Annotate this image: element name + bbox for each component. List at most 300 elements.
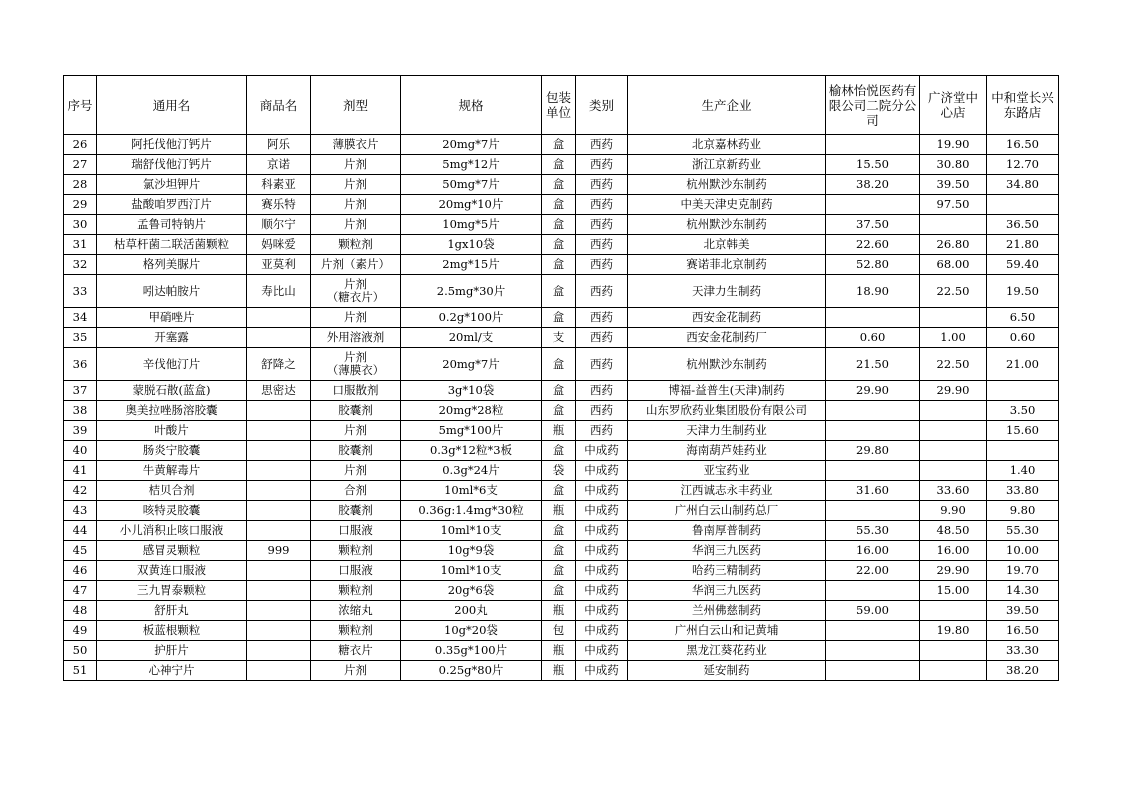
table-row — [64, 581, 1059, 601]
cell-generic-name: 舒肝丸 — [97, 601, 247, 621]
cell-category: 西药 — [576, 175, 628, 195]
cell-specification: 10g*9袋 — [401, 541, 542, 561]
cell-package-unit: 瓶 — [542, 641, 576, 661]
cell-price-guangjitang — [920, 441, 987, 461]
cell-dosage-form: 片剂 — [311, 461, 401, 481]
cell-price-guangjitang: 1.00 — [920, 328, 987, 348]
cell-category: 西药 — [576, 348, 628, 381]
cell-index: 49 — [64, 621, 97, 641]
cell-price-yuelin — [826, 421, 920, 441]
cell-package-unit: 盒 — [542, 381, 576, 401]
cell-brand-name: 妈咪爱 — [247, 235, 311, 255]
cell-price-zhonghetang: 0.60 — [987, 328, 1059, 348]
cell-specification: 3g*10袋 — [401, 381, 542, 401]
table-row — [64, 155, 1059, 175]
table-row — [64, 215, 1059, 235]
cell-category: 西药 — [576, 215, 628, 235]
cell-brand-name: 赛乐特 — [247, 195, 311, 215]
cell-brand-name: 舒降之 — [247, 348, 311, 381]
cell-package-unit: 瓶 — [542, 501, 576, 521]
cell-index: 36 — [64, 348, 97, 381]
cell-dosage-form: 片剂 — [311, 155, 401, 175]
cell-price-guangjitang — [920, 661, 987, 681]
cell-category: 中成药 — [576, 481, 628, 501]
cell-dosage-form: 颗粒剂 — [311, 235, 401, 255]
cell-price-zhonghetang: 39.50 — [987, 601, 1059, 621]
cell-category: 中成药 — [576, 441, 628, 461]
cell-price-guangjitang: 15.00 — [920, 581, 987, 601]
cell-brand-name — [247, 601, 311, 621]
header-brand-name: 商品名 — [247, 76, 311, 135]
cell-brand-name: 京诺 — [247, 155, 311, 175]
cell-price-zhonghetang: 21.80 — [987, 235, 1059, 255]
cell-price-zhonghetang: 19.70 — [987, 561, 1059, 581]
cell-price-zhonghetang: 33.30 — [987, 641, 1059, 661]
cell-price-yuelin: 38.20 — [826, 175, 920, 195]
cell-price-yuelin: 15.50 — [826, 155, 920, 175]
cell-index: 29 — [64, 195, 97, 215]
table-row — [64, 255, 1059, 275]
cell-generic-name: 小儿消积止咳口服液 — [97, 521, 247, 541]
cell-manufacturer: 广州白云山和记黄埔 — [628, 621, 826, 641]
cell-index: 39 — [64, 421, 97, 441]
cell-price-yuelin — [826, 661, 920, 681]
cell-index: 28 — [64, 175, 97, 195]
cell-price-guangjitang: 19.80 — [920, 621, 987, 641]
cell-brand-name — [247, 481, 311, 501]
cell-package-unit: 盒 — [542, 215, 576, 235]
cell-price-guangjitang: 22.50 — [920, 275, 987, 308]
cell-price-guangjitang: 29.90 — [920, 561, 987, 581]
header-store-guangjitang: 广济堂中心店 — [920, 76, 987, 135]
cell-package-unit: 袋 — [542, 461, 576, 481]
cell-price-guangjitang — [920, 215, 987, 235]
cell-specification: 5mg*100片 — [401, 421, 542, 441]
cell-package-unit: 盒 — [542, 348, 576, 381]
cell-price-guangjitang — [920, 461, 987, 481]
cell-specification: 20mg*7片 — [401, 348, 542, 381]
cell-index: 45 — [64, 541, 97, 561]
cell-price-zhonghetang: 33.80 — [987, 481, 1059, 501]
cell-index: 37 — [64, 381, 97, 401]
cell-price-guangjitang — [920, 421, 987, 441]
cell-package-unit: 盒 — [542, 135, 576, 155]
cell-manufacturer: 天津力生制药 — [628, 275, 826, 308]
cell-dosage-form: 片剂 — [311, 308, 401, 328]
table-row — [64, 401, 1059, 421]
cell-index: 33 — [64, 275, 97, 308]
cell-package-unit: 盒 — [542, 481, 576, 501]
cell-dosage-form: 胶囊剂 — [311, 501, 401, 521]
cell-index: 51 — [64, 661, 97, 681]
cell-price-yuelin: 59.00 — [826, 601, 920, 621]
cell-price-guangjitang: 26.80 — [920, 235, 987, 255]
cell-package-unit: 盒 — [542, 195, 576, 215]
table-row — [64, 461, 1059, 481]
cell-price-yuelin — [826, 308, 920, 328]
cell-price-zhonghetang: 59.40 — [987, 255, 1059, 275]
cell-package-unit: 盒 — [542, 521, 576, 541]
cell-price-guangjitang: 29.90 — [920, 381, 987, 401]
cell-price-zhonghetang — [987, 381, 1059, 401]
cell-package-unit: 盒 — [542, 581, 576, 601]
cell-generic-name: 格列美脲片 — [97, 255, 247, 275]
cell-brand-name — [247, 441, 311, 461]
table-row — [64, 481, 1059, 501]
cell-specification: 10g*20袋 — [401, 621, 542, 641]
cell-brand-name — [247, 641, 311, 661]
cell-category: 中成药 — [576, 601, 628, 621]
cell-price-yuelin — [826, 641, 920, 661]
cell-price-guangjitang — [920, 641, 987, 661]
cell-category: 中成药 — [576, 541, 628, 561]
table-row — [64, 348, 1059, 381]
cell-price-yuelin — [826, 581, 920, 601]
cell-price-zhonghetang: 15.60 — [987, 421, 1059, 441]
cell-dosage-form: 片剂 — [311, 195, 401, 215]
cell-category: 西药 — [576, 235, 628, 255]
header-generic-name: 通用名 — [97, 76, 247, 135]
cell-brand-name — [247, 661, 311, 681]
cell-brand-name — [247, 501, 311, 521]
cell-dosage-form: 合剂 — [311, 481, 401, 501]
cell-dosage-form: 片剂（素片） — [311, 255, 401, 275]
table-row — [64, 661, 1059, 681]
cell-price-zhonghetang: 3.50 — [987, 401, 1059, 421]
cell-manufacturer: 北京嘉林药业 — [628, 135, 826, 155]
cell-package-unit: 盒 — [542, 155, 576, 175]
table-row — [64, 275, 1059, 308]
cell-price-zhonghetang: 12.70 — [987, 155, 1059, 175]
cell-brand-name — [247, 421, 311, 441]
cell-price-zhonghetang: 10.00 — [987, 541, 1059, 561]
cell-index: 31 — [64, 235, 97, 255]
cell-package-unit: 盒 — [542, 308, 576, 328]
cell-manufacturer: 鲁南厚普制药 — [628, 521, 826, 541]
cell-generic-name: 牛黄解毒片 — [97, 461, 247, 481]
cell-brand-name — [247, 621, 311, 641]
cell-dosage-form: 口服液 — [311, 561, 401, 581]
cell-dosage-form: 口服液 — [311, 521, 401, 541]
cell-price-zhonghetang: 21.00 — [987, 348, 1059, 381]
cell-manufacturer: 浙江京新药业 — [628, 155, 826, 175]
cell-brand-name — [247, 461, 311, 481]
cell-package-unit: 盒 — [542, 401, 576, 421]
cell-price-zhonghetang: 55.30 — [987, 521, 1059, 541]
cell-manufacturer: 北京韩美 — [628, 235, 826, 255]
cell-category: 中成药 — [576, 661, 628, 681]
cell-generic-name: 甲硝唑片 — [97, 308, 247, 328]
table-row — [64, 621, 1059, 641]
table-row — [64, 441, 1059, 461]
cell-package-unit: 瓶 — [542, 661, 576, 681]
cell-category: 中成药 — [576, 461, 628, 481]
cell-price-guangjitang: 22.50 — [920, 348, 987, 381]
cell-price-yuelin — [826, 501, 920, 521]
cell-manufacturer: 黑龙江葵花药业 — [628, 641, 826, 661]
cell-dosage-form: 片剂 （糖衣片） — [311, 275, 401, 308]
cell-price-zhonghetang: 38.20 — [987, 661, 1059, 681]
cell-generic-name: 阿托伐他汀钙片 — [97, 135, 247, 155]
cell-price-zhonghetang — [987, 195, 1059, 215]
cell-specification: 10ml*10支 — [401, 521, 542, 541]
cell-specification: 0.2g*100片 — [401, 308, 542, 328]
cell-dosage-form: 片剂 — [311, 661, 401, 681]
header-index: 序号 — [64, 76, 97, 135]
cell-price-yuelin — [826, 621, 920, 641]
cell-price-yuelin: 29.80 — [826, 441, 920, 461]
cell-brand-name: 思密达 — [247, 381, 311, 401]
cell-generic-name: 盐酸咱罗西汀片 — [97, 195, 247, 215]
cell-package-unit: 包 — [542, 621, 576, 641]
cell-price-yuelin: 31.60 — [826, 481, 920, 501]
cell-category: 中成药 — [576, 621, 628, 641]
cell-price-guangjitang: 33.60 — [920, 481, 987, 501]
cell-manufacturer: 山东罗欣药业集团股份有限公司 — [628, 401, 826, 421]
table-row — [64, 381, 1059, 401]
cell-brand-name: 顺尔宁 — [247, 215, 311, 235]
cell-category: 西药 — [576, 255, 628, 275]
cell-price-guangjitang — [920, 308, 987, 328]
cell-package-unit: 盒 — [542, 541, 576, 561]
cell-package-unit: 盒 — [542, 561, 576, 581]
cell-brand-name: 亚莫利 — [247, 255, 311, 275]
table-row — [64, 308, 1059, 328]
cell-specification: 0.3g*12粒*3板 — [401, 441, 542, 461]
cell-price-guangjitang: 68.00 — [920, 255, 987, 275]
cell-specification: 20mg*28粒 — [401, 401, 542, 421]
cell-specification: 10ml*10支 — [401, 561, 542, 581]
cell-dosage-form: 糖衣片 — [311, 641, 401, 661]
cell-price-yuelin: 55.30 — [826, 521, 920, 541]
cell-brand-name: 寿比山 — [247, 275, 311, 308]
table-row — [64, 561, 1059, 581]
cell-specification: 20mg*10片 — [401, 195, 542, 215]
cell-price-guangjitang: 9.90 — [920, 501, 987, 521]
cell-index: 41 — [64, 461, 97, 481]
cell-specification: 0.3g*24片 — [401, 461, 542, 481]
cell-specification: 20g*6袋 — [401, 581, 542, 601]
cell-generic-name: 叶酸片 — [97, 421, 247, 441]
cell-category: 西药 — [576, 275, 628, 308]
cell-dosage-form: 胶囊剂 — [311, 401, 401, 421]
cell-category: 西药 — [576, 381, 628, 401]
cell-price-yuelin: 0.60 — [826, 328, 920, 348]
cell-generic-name: 奥美拉唑肠溶胶囊 — [97, 401, 247, 421]
cell-price-yuelin — [826, 461, 920, 481]
cell-manufacturer: 博福-益普生(天津)制药 — [628, 381, 826, 401]
cell-specification: 1gx10袋 — [401, 235, 542, 255]
cell-specification: 20mg*7片 — [401, 135, 542, 155]
cell-specification: 2.5mg*30片 — [401, 275, 542, 308]
cell-price-yuelin: 16.00 — [826, 541, 920, 561]
header-category: 类别 — [576, 76, 628, 135]
cell-manufacturer: 哈药三精制药 — [628, 561, 826, 581]
cell-generic-name: 蒙脱石散(蓝盒) — [97, 381, 247, 401]
header-store-yuelin: 榆林怡悦医药有限公司二院分公司 — [826, 76, 920, 135]
cell-price-guangjitang: 97.50 — [920, 195, 987, 215]
cell-index: 46 — [64, 561, 97, 581]
cell-specification: 20ml/支 — [401, 328, 542, 348]
cell-dosage-form: 片剂 — [311, 175, 401, 195]
cell-dosage-form: 薄膜衣片 — [311, 135, 401, 155]
cell-price-guangjitang: 30.80 — [920, 155, 987, 175]
cell-brand-name: 阿乐 — [247, 135, 311, 155]
cell-price-yuelin: 29.90 — [826, 381, 920, 401]
cell-price-zhonghetang: 19.50 — [987, 275, 1059, 308]
cell-generic-name: 吲达帕胺片 — [97, 275, 247, 308]
cell-brand-name: 科素亚 — [247, 175, 311, 195]
cell-generic-name: 枯草杆菌二联活菌颗粒 — [97, 235, 247, 255]
cell-brand-name — [247, 521, 311, 541]
table-row — [64, 521, 1059, 541]
cell-manufacturer: 杭州默沙东制药 — [628, 215, 826, 235]
cell-category: 西药 — [576, 401, 628, 421]
cell-brand-name — [247, 401, 311, 421]
cell-specification: 0.35g*100片 — [401, 641, 542, 661]
cell-specification: 200丸 — [401, 601, 542, 621]
cell-price-zhonghetang: 16.50 — [987, 621, 1059, 641]
cell-dosage-form: 颗粒剂 — [311, 621, 401, 641]
cell-package-unit: 盒 — [542, 255, 576, 275]
cell-index: 38 — [64, 401, 97, 421]
cell-generic-name: 三九胃泰颗粒 — [97, 581, 247, 601]
cell-manufacturer: 兰州佛慈制药 — [628, 601, 826, 621]
cell-generic-name: 开塞露 — [97, 328, 247, 348]
cell-price-yuelin: 22.60 — [826, 235, 920, 255]
cell-price-zhonghetang: 1.40 — [987, 461, 1059, 481]
header-store-zhonghetang: 中和堂长兴东路店 — [987, 76, 1059, 135]
cell-price-zhonghetang: 36.50 — [987, 215, 1059, 235]
cell-manufacturer: 亚宝药业 — [628, 461, 826, 481]
cell-specification: 50mg*7片 — [401, 175, 542, 195]
cell-price-yuelin: 22.00 — [826, 561, 920, 581]
cell-price-zhonghetang: 14.30 — [987, 581, 1059, 601]
table-row — [64, 541, 1059, 561]
cell-dosage-form: 外用溶液剂 — [311, 328, 401, 348]
cell-price-guangjitang: 16.00 — [920, 541, 987, 561]
cell-category: 中成药 — [576, 501, 628, 521]
cell-index: 35 — [64, 328, 97, 348]
cell-dosage-form: 片剂 （薄膜衣） — [311, 348, 401, 381]
cell-generic-name: 护肝片 — [97, 641, 247, 661]
cell-generic-name: 咳特灵胶囊 — [97, 501, 247, 521]
cell-category: 中成药 — [576, 561, 628, 581]
cell-package-unit: 盒 — [542, 175, 576, 195]
table-row — [64, 328, 1059, 348]
cell-package-unit: 盒 — [542, 441, 576, 461]
cell-price-zhonghetang: 6.50 — [987, 308, 1059, 328]
cell-manufacturer: 延安制药 — [628, 661, 826, 681]
cell-manufacturer: 江西诚志永丰药业 — [628, 481, 826, 501]
cell-price-yuelin: 21.50 — [826, 348, 920, 381]
cell-generic-name: 孟鲁司特钠片 — [97, 215, 247, 235]
cell-category: 中成药 — [576, 641, 628, 661]
cell-package-unit: 盒 — [542, 235, 576, 255]
cell-manufacturer: 华润三九医药 — [628, 541, 826, 561]
table-row — [64, 641, 1059, 661]
cell-package-unit: 瓶 — [542, 421, 576, 441]
cell-price-yuelin: 37.50 — [826, 215, 920, 235]
cell-manufacturer: 海南葫芦娃药业 — [628, 441, 826, 461]
cell-dosage-form: 颗粒剂 — [311, 581, 401, 601]
cell-manufacturer: 广州白云山制药总厂 — [628, 501, 826, 521]
cell-category: 西药 — [576, 195, 628, 215]
cell-index: 48 — [64, 601, 97, 621]
cell-generic-name: 心神宁片 — [97, 661, 247, 681]
header-specification: 规格 — [401, 76, 542, 135]
cell-price-zhonghetang: 16.50 — [987, 135, 1059, 155]
cell-dosage-form: 颗粒剂 — [311, 541, 401, 561]
cell-manufacturer: 杭州默沙东制药 — [628, 348, 826, 381]
cell-generic-name: 瑞舒伐他汀钙片 — [97, 155, 247, 175]
cell-price-guangjitang — [920, 601, 987, 621]
cell-brand-name: 999 — [247, 541, 311, 561]
cell-category: 西药 — [576, 155, 628, 175]
cell-index: 50 — [64, 641, 97, 661]
cell-generic-name: 肠炎宁胶囊 — [97, 441, 247, 461]
cell-brand-name — [247, 581, 311, 601]
table-row — [64, 175, 1059, 195]
cell-specification: 0.36g:1.4mg*30粒 — [401, 501, 542, 521]
cell-dosage-form: 片剂 — [311, 215, 401, 235]
cell-price-yuelin: 18.90 — [826, 275, 920, 308]
cell-price-guangjitang: 19.90 — [920, 135, 987, 155]
header-dosage-form: 剂型 — [311, 76, 401, 135]
cell-package-unit: 盒 — [542, 275, 576, 308]
cell-manufacturer: 西安金花制药 — [628, 308, 826, 328]
cell-manufacturer: 西安金花制药厂 — [628, 328, 826, 348]
table-body — [64, 135, 1059, 681]
cell-generic-name: 氯沙坦钾片 — [97, 175, 247, 195]
cell-category: 西药 — [576, 308, 628, 328]
cell-index: 40 — [64, 441, 97, 461]
table-row — [64, 195, 1059, 215]
cell-generic-name: 双黄连口服液 — [97, 561, 247, 581]
cell-generic-name: 感冒灵颗粒 — [97, 541, 247, 561]
cell-category: 西药 — [576, 421, 628, 441]
cell-price-guangjitang: 39.50 — [920, 175, 987, 195]
cell-dosage-form: 胶囊剂 — [311, 441, 401, 461]
cell-manufacturer: 赛诺菲北京制药 — [628, 255, 826, 275]
cell-generic-name: 板蓝根颗粒 — [97, 621, 247, 641]
table-row — [64, 421, 1059, 441]
cell-price-yuelin — [826, 135, 920, 155]
cell-specification: 2mg*15片 — [401, 255, 542, 275]
header-package-unit: 包装单位 — [542, 76, 576, 135]
cell-index: 26 — [64, 135, 97, 155]
cell-price-zhonghetang: 9.80 — [987, 501, 1059, 521]
cell-manufacturer: 杭州默沙东制药 — [628, 175, 826, 195]
cell-brand-name — [247, 308, 311, 328]
cell-price-yuelin: 52.80 — [826, 255, 920, 275]
cell-manufacturer: 天津力生制药业 — [628, 421, 826, 441]
price-table — [63, 75, 1059, 681]
cell-index: 47 — [64, 581, 97, 601]
table-row — [64, 235, 1059, 255]
cell-dosage-form: 口服散剂 — [311, 381, 401, 401]
table-row — [64, 501, 1059, 521]
header-row — [64, 76, 1059, 135]
cell-index: 42 — [64, 481, 97, 501]
cell-index: 43 — [64, 501, 97, 521]
table-row — [64, 601, 1059, 621]
cell-price-yuelin — [826, 401, 920, 421]
cell-generic-name: 辛伐他汀片 — [97, 348, 247, 381]
cell-index: 27 — [64, 155, 97, 175]
cell-generic-name: 桔贝合剂 — [97, 481, 247, 501]
cell-price-yuelin — [826, 195, 920, 215]
